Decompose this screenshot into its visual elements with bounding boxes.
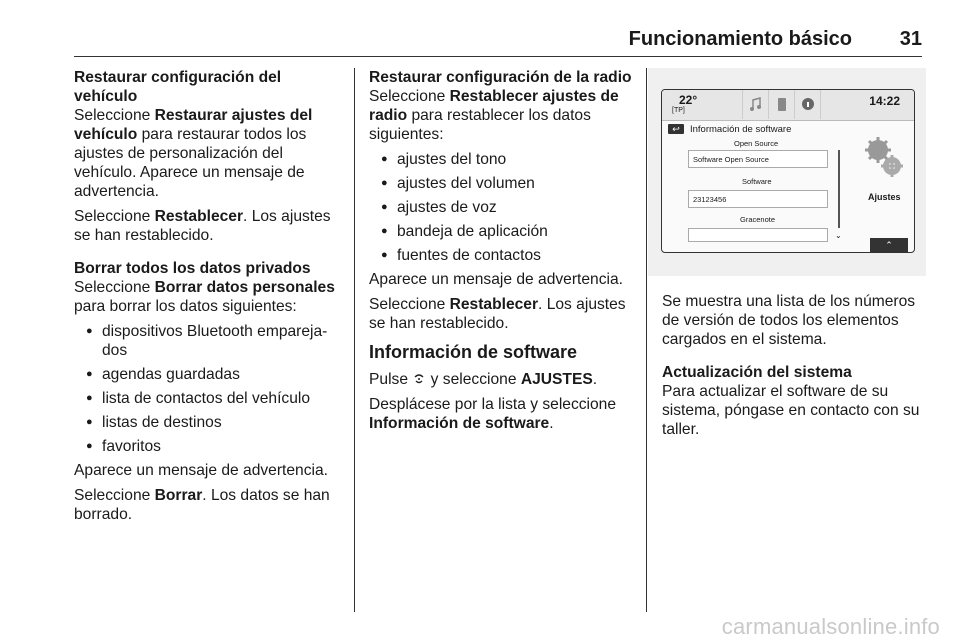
paragraph: Para actualizar el software de su sistema, póngase en contacto con su taller. xyxy=(662,383,920,438)
clock: 14:22 xyxy=(869,94,900,108)
section-heading: Actualización del sistema xyxy=(662,364,852,381)
status-bar xyxy=(662,90,914,121)
list-item: ● ajustes del tono xyxy=(369,150,637,169)
paragraph: Seleccione Borrar. Los datos se han borrado. xyxy=(74,487,330,523)
paragraph: Seleccione Restablecer. Los ajustes se han restablecido. xyxy=(369,296,626,332)
section-heading: Restaurar configuración del vehículo xyxy=(74,69,282,105)
topbar-button[interactable] xyxy=(794,90,821,119)
header-rule xyxy=(74,56,922,57)
info-icon xyxy=(795,90,821,119)
paragraph: Aparece un mensaje de advertencia. xyxy=(74,462,328,479)
expand-up-button[interactable]: ⌃ xyxy=(870,238,908,252)
home-icon xyxy=(412,372,426,386)
list-item: ● ajustes de voz xyxy=(369,198,637,217)
watermark: carmanualsonline.info xyxy=(721,614,940,639)
label-open-source: Open Source xyxy=(734,139,779,148)
music-icon xyxy=(743,90,769,119)
paragraph: Seleccione Restablecer. Los ajustes se han restablecido. xyxy=(74,208,331,244)
bullet-list xyxy=(369,150,637,265)
paragraph: Se muestra una lista de los números de versión de todos los elementos cargados en el sistema. xyxy=(662,293,916,348)
screen-title: Información de software xyxy=(690,124,792,135)
column-1 xyxy=(74,68,346,530)
column-2 xyxy=(369,68,637,439)
topbar-button[interactable] xyxy=(742,90,769,119)
label-gracenote: Gracenote xyxy=(740,215,776,224)
paragraph: Seleccione Restablecer ajustes de radio para restablecer los datos siguientes: xyxy=(369,88,619,143)
list-item: ● bandeja de aplicación xyxy=(369,222,637,241)
scrollbar[interactable] xyxy=(838,150,840,228)
label-software: Software xyxy=(742,177,772,186)
scroll-down-icon[interactable]: ⌄ xyxy=(835,231,842,240)
topbar-button[interactable] xyxy=(820,90,847,119)
infotainment-screen xyxy=(661,89,915,253)
paragraph: Aparece un mensaje de advertencia. xyxy=(369,271,623,288)
tp-indicator: [TP] xyxy=(672,107,685,114)
topbar-button[interactable] xyxy=(768,90,795,119)
paragraph: Seleccione Restaurar ajustes del vehículo para restaurar todos los ajustes de personalización del vehículo. Aparece un mensaje de advertencia. xyxy=(74,107,313,200)
section-heading: Restaurar configuración de la radio xyxy=(369,69,632,86)
bullet-list xyxy=(74,322,346,456)
list-item: ● lista de contactos del vehículo xyxy=(74,389,346,408)
field-software[interactable]: 23123456 xyxy=(688,190,828,208)
header-title: Funcionamiento básico xyxy=(628,28,852,50)
section-heading: Información de software xyxy=(369,342,578,362)
back-button[interactable]: ↩ xyxy=(668,124,684,134)
list-item: ● listas de destinos xyxy=(74,413,346,432)
paragraph: Desplácese por la lista y seleccione Información de software. xyxy=(369,396,617,432)
phone-icon xyxy=(769,90,795,119)
list-item: ● agendas guardadas xyxy=(74,365,346,384)
list-item: ● favoritos xyxy=(74,437,346,456)
page-number: 31 xyxy=(899,28,922,50)
list-item: ● dispositivos Bluetooth empareja‐ dos xyxy=(74,322,346,360)
temperature: 22° xyxy=(679,93,698,107)
column-divider-2 xyxy=(646,68,647,612)
column-3 xyxy=(662,292,928,445)
paragraph: Pulse y seleccione AJUSTES. xyxy=(369,371,598,388)
field-open-source[interactable]: Software Open Source xyxy=(688,150,828,168)
screen-illustration xyxy=(648,68,926,276)
section-heading: Borrar todos los datos privados xyxy=(74,260,311,277)
settings-label[interactable]: Ajustes xyxy=(868,192,901,202)
paragraph: Seleccione Borrar datos personales para borrar los datos siguientes: xyxy=(74,279,335,315)
list-item: ● ajustes del volumen xyxy=(369,174,637,193)
field-gracenote[interactable] xyxy=(688,228,828,242)
column-divider-1 xyxy=(354,68,355,612)
list-item: ● fuentes de contactos xyxy=(369,246,637,265)
